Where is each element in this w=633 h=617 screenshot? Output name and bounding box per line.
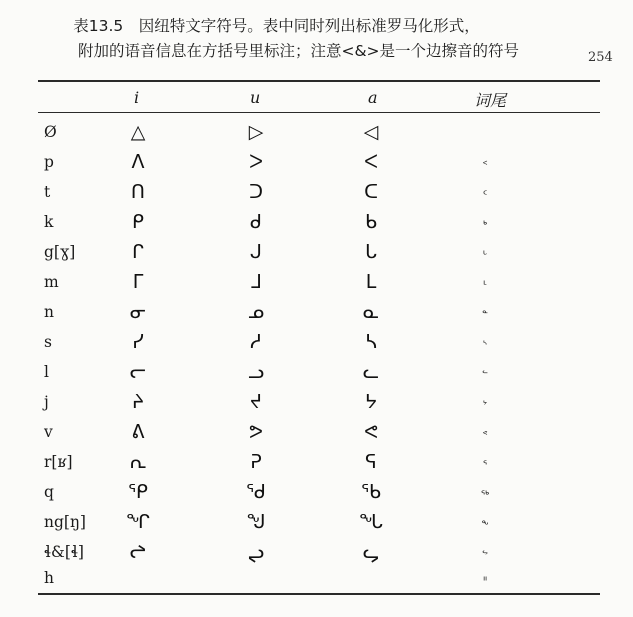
syllabic-u-cell: ᕈ: [250, 451, 262, 473]
syllabic-i-cell: △: [130, 121, 146, 143]
syllabic-u-cell: ᐳ: [249, 151, 263, 173]
table-header-rule: [38, 112, 600, 113]
final-cell: ᖅ: [480, 490, 490, 501]
syllabic-u-cell: ᕗ: [249, 421, 263, 443]
syllabic-u-cell: ᓗ: [247, 361, 265, 383]
table-row: [0, 210, 633, 240]
table-row: [0, 330, 633, 360]
syllabic-i-cell: ᖠ: [129, 541, 147, 563]
consonant-cell: r[ʁ]: [44, 453, 73, 471]
final-cell: ᒡ: [482, 250, 488, 261]
syllabic-i-cell: ᕆ: [129, 451, 147, 473]
table-caption: [0, 14, 633, 64]
syllabic-u-cell: ᓱ: [250, 331, 262, 353]
consonant-cell: t: [44, 183, 51, 201]
consonant-cell: k: [44, 213, 54, 231]
table-row: [0, 566, 633, 596]
final-cell: ᕝ: [482, 430, 488, 441]
syllabic-i-cell: ᓕ: [129, 361, 147, 383]
syllabic-i-cell: ᔨ: [132, 391, 144, 413]
table-row: [0, 390, 633, 420]
final-cell: ᔅ: [482, 340, 488, 351]
header-i: i: [134, 88, 140, 107]
syllabic-a-cell: ᒐ: [365, 241, 377, 263]
syllabic-u-cell: ᒧ: [250, 271, 262, 293]
syllabic-u-cell: ᖢ: [247, 541, 265, 563]
syllabic-i-cell: ᓯ: [132, 331, 144, 353]
syllabic-u-cell: ᑯ: [250, 211, 262, 233]
syllabic-i-cell: ᕿ: [128, 481, 148, 503]
syllabic-u-cell: ᖁ: [246, 481, 266, 503]
final-cell: ᒃ: [482, 220, 488, 231]
consonant-cell: l: [44, 363, 49, 381]
final-cell: ᒻ: [483, 280, 487, 291]
consonant-cell: ɬ&[ɬ]: [44, 543, 84, 561]
caption-line-1: 表13.5 因纽特文字符号。表中同时列出标准罗马化形式，: [73, 17, 480, 35]
syllabic-a-cell: ᑲ: [365, 211, 377, 233]
syllabic-a-cell: ᓇ: [362, 301, 380, 323]
syllabic-a-cell: ᓴ: [365, 331, 377, 353]
syllabic-a-cell: ᑕ: [364, 181, 378, 203]
syllabic-a-cell: ᐸ: [364, 151, 378, 173]
consonant-cell: n: [44, 303, 54, 321]
header-final: 词尾: [474, 91, 507, 110]
syllabic-a-cell: ◁: [363, 121, 379, 143]
table-row: [0, 510, 633, 540]
syllabic-a-cell: ᖤ: [362, 541, 380, 563]
syllabic-a-cell: ᖓ: [359, 511, 383, 533]
table-row: [0, 150, 633, 180]
syllabic-u-cell: ▷: [248, 121, 264, 143]
syllabic-i-cell: ᑎ: [131, 181, 145, 203]
syllabic-u-cell: ᒍ: [250, 241, 262, 263]
syllabic-u-cell: ᑐ: [249, 181, 263, 203]
syllabic-i-cell: ᓂ: [129, 301, 147, 323]
table-row: [0, 120, 633, 150]
syllabic-u-cell: ᔪ: [250, 391, 262, 413]
syllabic-i-cell: ᒋ: [132, 241, 144, 263]
syllabic-a-cell: ᔭ: [365, 391, 377, 413]
table-row: [0, 240, 633, 270]
table-row: [0, 450, 633, 480]
consonant-cell: Ø: [44, 123, 57, 141]
final-cell: ᐦ: [483, 576, 487, 587]
consonant-cell: g[ɣ]: [44, 243, 76, 261]
final-cell: ᓪ: [481, 370, 488, 381]
final-cell: ᑉ: [482, 160, 488, 171]
syllabic-a-cell: ᒪ: [365, 271, 377, 293]
header-u: u: [250, 88, 261, 107]
table-row: [0, 480, 633, 510]
consonant-cell: p: [44, 153, 54, 171]
caption-line-2: 附加的语音信息在方括号里标注；注意<&>是一个边擦音的符号: [77, 42, 520, 60]
syllabic-a-cell: ᓚ: [362, 361, 380, 383]
syllabic-i-cell: ᑭ: [132, 211, 144, 233]
header-a: a: [368, 88, 378, 107]
syllabic-a-cell: ᖃ: [361, 481, 381, 503]
consonant-cell: m: [44, 273, 59, 291]
syllabic-i-cell: ᐱ: [131, 151, 145, 173]
final-cell: ᖕ: [481, 520, 489, 531]
table-top-rule: [38, 80, 600, 82]
consonant-cell: h: [44, 569, 54, 587]
final-cell: ᖦ: [481, 550, 488, 561]
syllabic-a-cell: ᕋ: [365, 451, 377, 473]
table-row: [0, 300, 633, 330]
consonant-cell: s: [44, 333, 52, 351]
syllabic-a-cell: ᕙ: [364, 421, 378, 443]
consonant-cell: ng[ŋ]: [44, 513, 86, 531]
consonant-cell: q: [44, 483, 54, 501]
final-cell: ᓐ: [481, 310, 488, 321]
table-row: [0, 180, 633, 210]
table-row: [0, 360, 633, 390]
final-cell: ᑦ: [482, 190, 488, 201]
syllabic-u-cell: ᓄ: [247, 301, 265, 323]
syllabic-i-cell: ᒥ: [132, 271, 144, 293]
consonant-cell: j: [44, 393, 49, 411]
final-cell: ᕐ: [482, 460, 488, 471]
syllabic-i-cell: ᖏ: [126, 511, 150, 533]
syllabic-i-cell: ᕕ: [131, 421, 145, 443]
consonant-cell: v: [44, 423, 53, 441]
syllabic-u-cell: ᖑ: [246, 511, 266, 533]
table-row: [0, 270, 633, 300]
final-cell: ᔾ: [482, 400, 488, 411]
page-number: 254: [588, 50, 613, 65]
table-row: [0, 420, 633, 450]
